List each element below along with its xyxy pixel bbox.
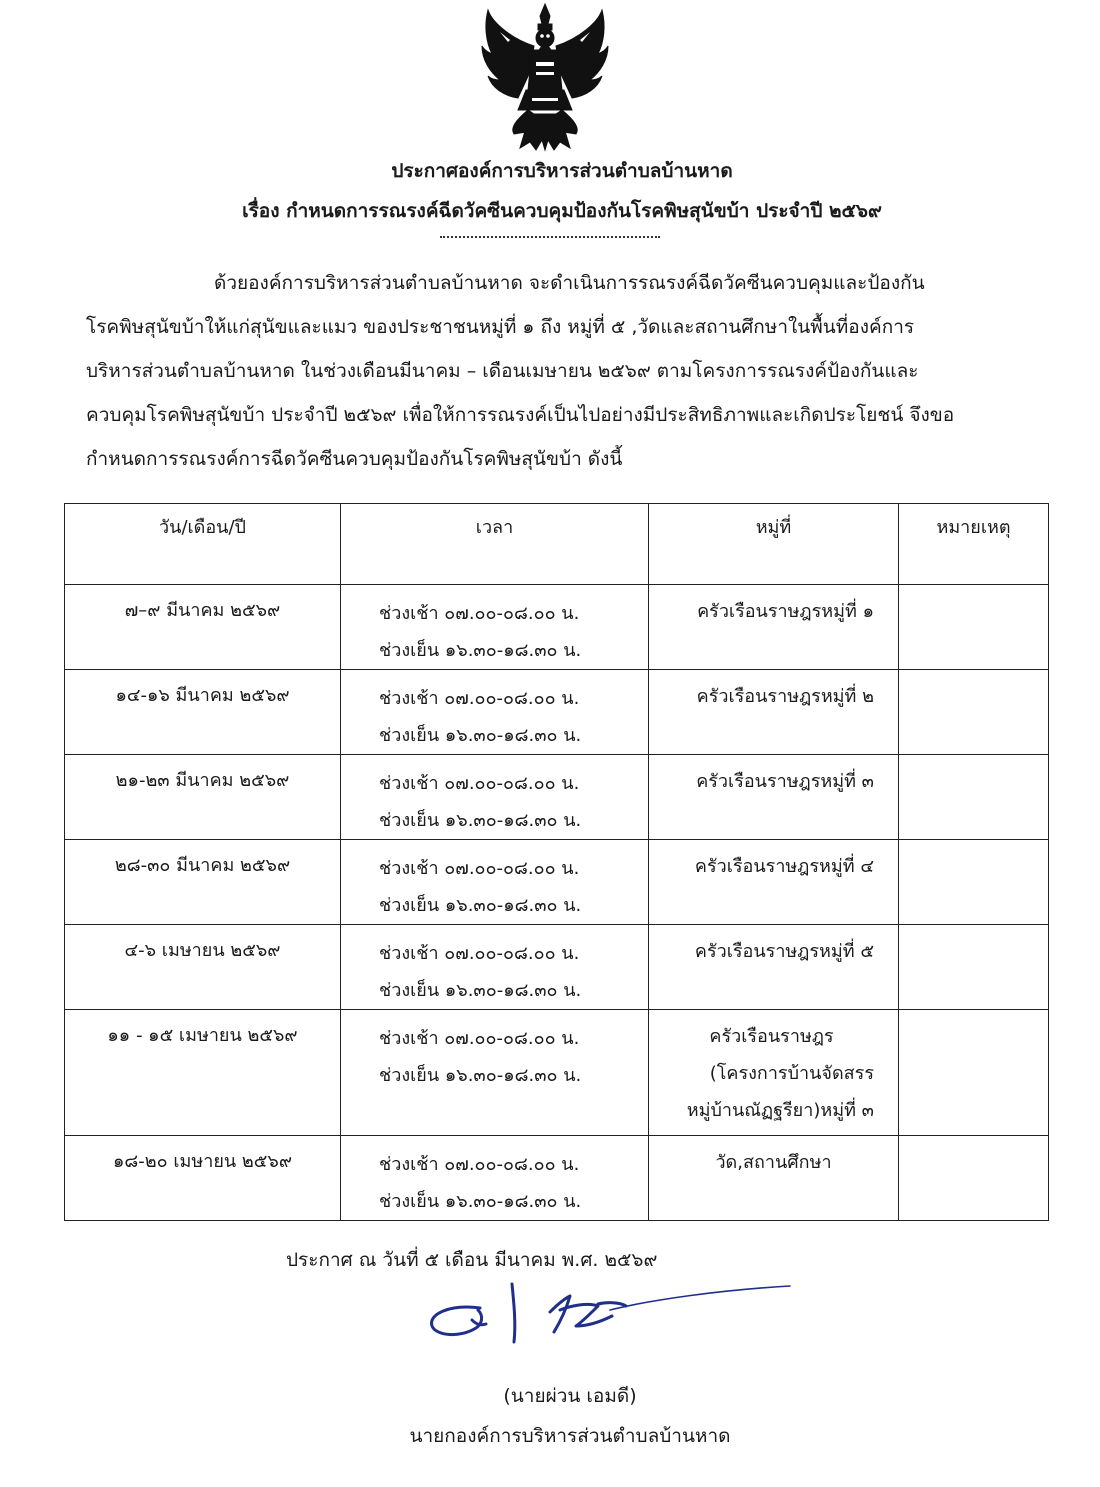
row-note [899,755,1049,840]
village-line: (โครงการบ้านจัดสรร [709,1063,874,1084]
announcement-date: ประกาศ ณ วันที่ ๕ เดือน มีนาคม พ.ศ. ๒๕๖๙ [286,1249,658,1271]
header-date: วัน/เดือน/ปี [65,504,341,585]
row-date: ๑๘-๒๐ เมษายน ๒๕๖๙ [65,1136,341,1221]
village-line: ครัวเรือนราษฎร [709,1026,834,1047]
handwritten-signature [420,1280,810,1360]
table-row [65,755,1049,840]
time-morning: ช่วงเช้า ๐๗.๐๐-๐๘.๐๐ น. [379,1154,580,1175]
time-evening: ช่วงเย็น ๑๖.๓๐-๑๘.๓๐ น. [379,725,582,746]
row-date: ๒๑-๒๓ มีนาคม ๒๕๖๙ [65,755,341,840]
row-time [341,925,649,1010]
table-row [65,585,1049,670]
signer-name: (นายผ่วน เอมดี) [503,1385,637,1407]
row-time [341,1136,649,1221]
announcement-subject: เรื่อง กำหนดการรณรงค์ฉีดวัคซีนควบคุมป้องกันโรคพิษสุนัขบ้า ประจำปี ๒๕๖๙ [242,200,882,222]
body-line: บริหารส่วนตำบลบ้านหาด ในช่วงเดือนมีนาคม – เดือนเมษายน ๒๕๖๙ ตามโครงการรณรงค์ป้องกันและ [86,360,919,382]
announcement-title: ประกาศองค์การบริหารส่วนตำบลบ้านหาด [391,160,733,182]
time-evening: ช่วงเย็น ๑๖.๓๐-๑๘.๓๐ น. [379,895,582,916]
time-morning: ช่วงเช้า ๐๗.๐๐-๐๘.๐๐ น. [379,1028,580,1049]
dotted-divider [440,236,660,238]
time-evening: ช่วงเย็น ๑๖.๓๐-๑๘.๓๐ น. [379,980,582,1001]
header-time: เวลา [341,504,649,585]
table-row [65,925,1049,1010]
village-line: ครัวเรือนราษฎรหมู่ที่ ๒ [696,686,874,707]
row-note [899,1010,1049,1136]
table-row [65,840,1049,925]
row-date: ๑๔-๑๖ มีนาคม ๒๕๖๙ [65,670,341,755]
village-line: ครัวเรือนราษฎรหมู่ที่ ๔ [694,856,874,877]
row-date: ๑๑ - ๑๕ เมษายน ๒๕๖๙ [65,1010,341,1136]
time-morning: ช่วงเช้า ๐๗.๐๐-๐๘.๐๐ น. [379,773,580,794]
row-date: ๒๘-๓๐ มีนาคม ๒๕๖๙ [65,840,341,925]
table-row [65,1010,1049,1136]
row-note [899,585,1049,670]
time-evening: ช่วงเย็น ๑๖.๓๐-๑๘.๓๐ น. [379,1191,582,1212]
header-village: หมู่ที่ [649,504,899,585]
row-village [649,925,899,1010]
village-line: หมู่บ้านณัฏฐรียา)หมู่ที่ ๓ [686,1100,874,1121]
row-village [649,585,899,670]
body-line: ด้วยองค์การบริหารส่วนตำบลบ้านหาด จะดำเนินการรณรงค์ฉีดวัคซีนควบคุมและป้องกัน [214,272,925,294]
signer-position: นายกองค์การบริหารส่วนตำบลบ้านหาด [409,1425,731,1447]
village-line: ครัวเรือนราษฎรหมู่ที่ ๓ [696,771,874,792]
village-line: ครัวเรือนราษฎรหมู่ที่ ๑ [697,601,874,622]
row-note [899,670,1049,755]
time-morning: ช่วงเช้า ๐๗.๐๐-๐๘.๐๐ น. [379,603,580,624]
row-time [341,1010,649,1136]
time-evening: ช่วงเย็น ๑๖.๓๐-๑๘.๓๐ น. [379,810,582,831]
village-line: ครัวเรือนราษฎรหมู่ที่ ๕ [694,941,874,962]
village-line: วัด,สถานศึกษา [715,1152,832,1173]
time-evening: ช่วงเย็น ๑๖.๓๐-๑๘.๓๐ น. [379,1065,582,1086]
time-evening: ช่วงเย็น ๑๖.๓๐-๑๘.๓๐ น. [379,640,582,661]
row-village [649,1010,899,1136]
row-note [899,925,1049,1010]
body-line: ควบคุมโรคพิษสุนัขบ้า ประจำปี ๒๕๖๙ เพื่อให้การรณรงค์เป็นไปอย่างมีประสิทธิภาพและเกิดประโยชน์ จึงขอ [86,404,955,426]
row-time [341,585,649,670]
row-date: ๗–๙ มีนาคม ๒๕๖๙ [65,585,341,670]
row-note [899,840,1049,925]
row-village [649,670,899,755]
table-row [65,1136,1049,1221]
row-village [649,1136,899,1221]
table-header-row [65,504,1049,585]
row-time [341,670,649,755]
garuda-emblem-icon [470,2,620,152]
header-note: หมายเหตุ [899,504,1049,585]
row-date: ๔-๖ เมษายน ๒๕๖๙ [65,925,341,1010]
time-morning: ช่วงเช้า ๐๗.๐๐-๐๘.๐๐ น. [379,688,580,709]
time-morning: ช่วงเช้า ๐๗.๐๐-๐๘.๐๐ น. [379,943,580,964]
table-row [65,670,1049,755]
vaccination-schedule-table [64,503,1049,1221]
time-morning: ช่วงเช้า ๐๗.๐๐-๐๘.๐๐ น. [379,858,580,879]
row-time [341,840,649,925]
row-time [341,755,649,840]
body-line: กำหนดการรณรงค์การฉีดวัคซีนควบคุมป้องกันโรคพิษสุนัขบ้า ดังนี้ [86,448,623,470]
body-line: โรคพิษสุนัขบ้าให้แก่สุนัขและแมว ของประชาชนหมู่ที่ ๑ ถึง หมู่ที่ ๕ ,วัดและสถานศึกษาในพื้นที่องค์การ [86,316,915,338]
row-village [649,840,899,925]
row-village [649,755,899,840]
row-note [899,1136,1049,1221]
